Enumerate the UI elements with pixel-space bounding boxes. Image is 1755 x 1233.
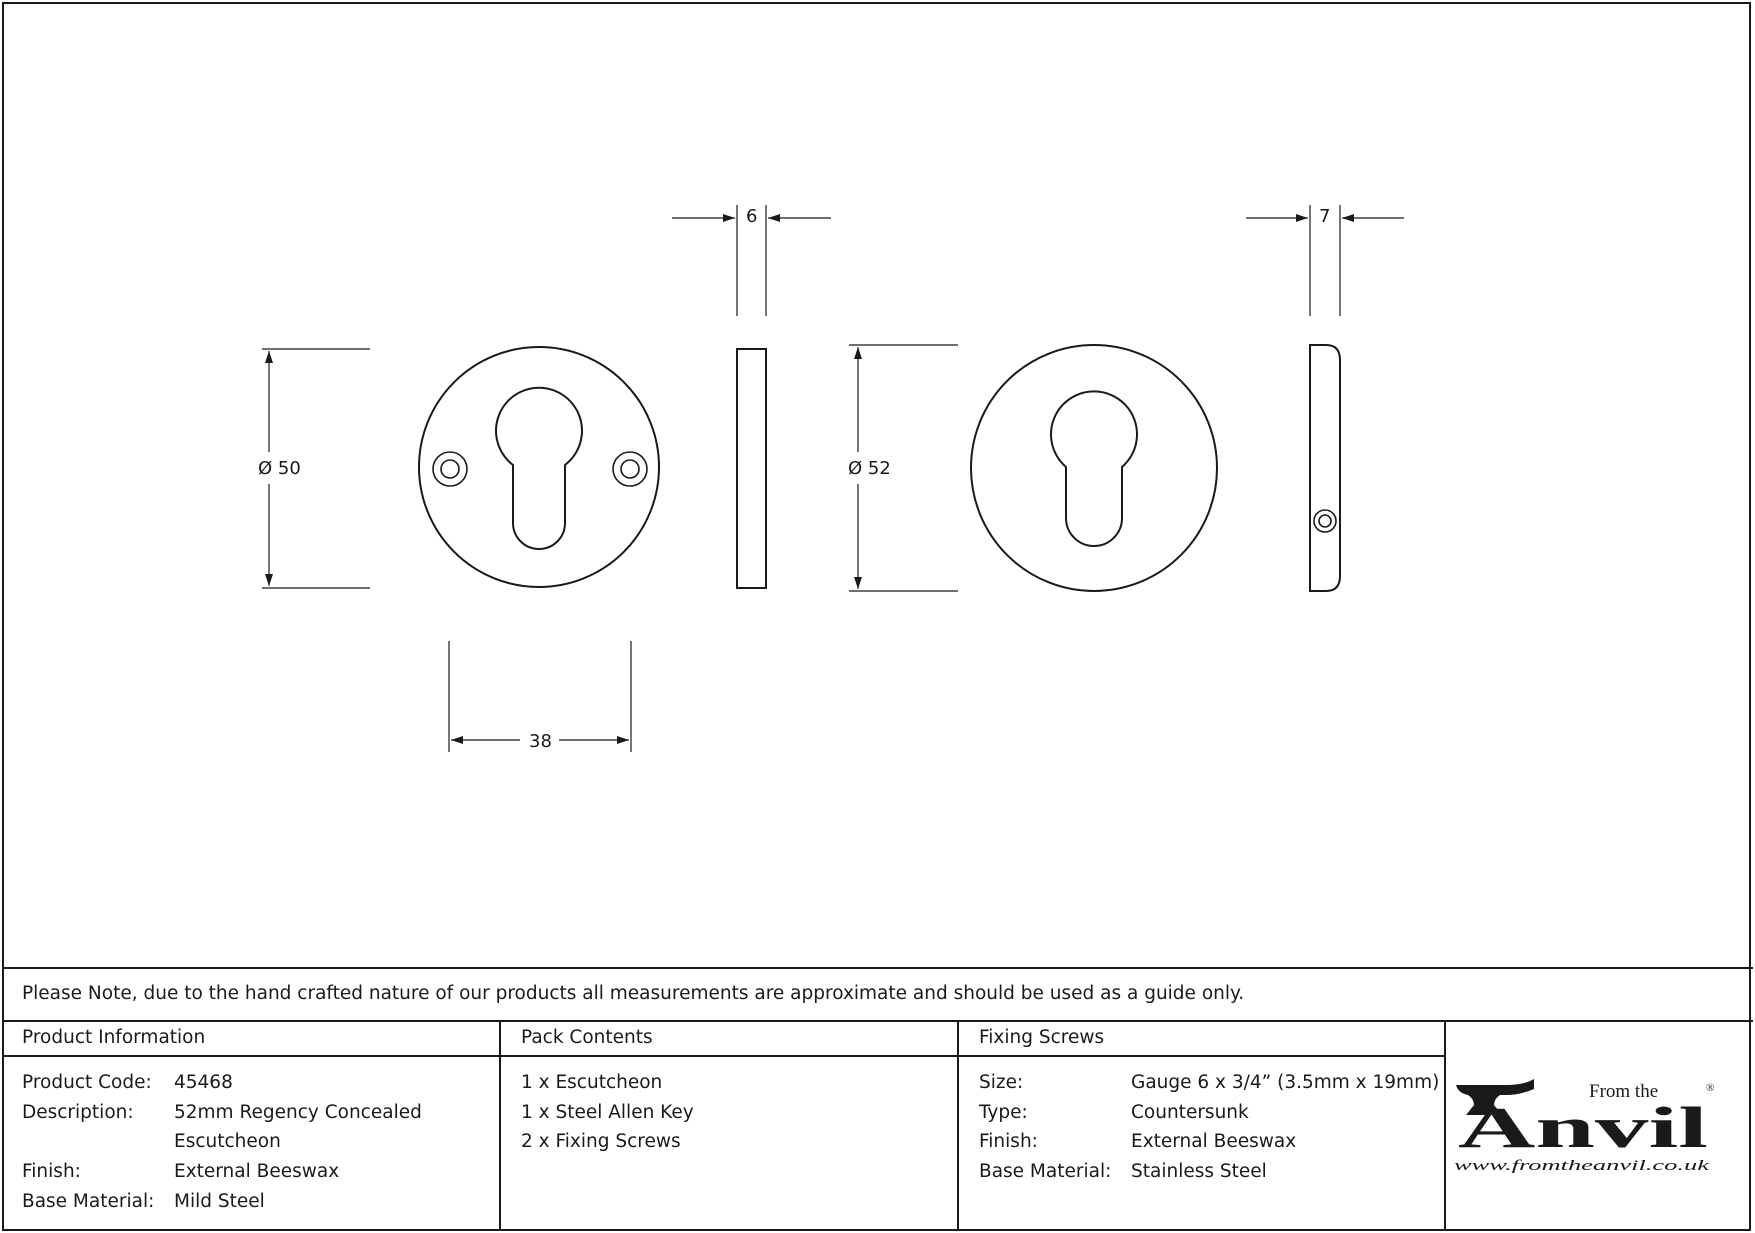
- logo-url: www.fromtheanvil.co.uk: [1454, 1158, 1710, 1174]
- rose-a-side-view: [737, 349, 766, 588]
- screw-size-value: Gauge 6 x 3/4” (3.5mm x 19mm): [1131, 1072, 1440, 1093]
- approximate-measurements-note: Please Note, due to the hand crafted nature of our products all measurements are approximate and should be used as a guide only.: [22, 983, 1245, 1004]
- logo-from-the: From the: [1589, 1081, 1659, 1102]
- description-value: 52mm Regency Concealed: [174, 1102, 422, 1123]
- list-item: 1 x Escutcheon: [521, 1072, 663, 1093]
- screw-material-label: Base Material:: [979, 1161, 1112, 1182]
- list-item: 2 x Fixing Screws: [521, 1131, 681, 1152]
- rose-b-front-view: [971, 345, 1217, 591]
- logo-registered: ®: [1706, 1082, 1715, 1094]
- product-code-label: Product Code:: [22, 1072, 152, 1093]
- pack-contents-heading: Pack Contents: [521, 1027, 653, 1048]
- product-code-value: 45468: [174, 1072, 233, 1093]
- finish-label: Finish:: [22, 1161, 81, 1182]
- description-label: Description:: [22, 1102, 134, 1123]
- screw-finish-label: Finish:: [979, 1131, 1038, 1152]
- divider-3: [1444, 1020, 1446, 1231]
- grub-screw-hole: [1314, 510, 1336, 532]
- dim-fixing-centres-label: 38: [529, 731, 552, 752]
- screw-type-value: Countersunk: [1131, 1102, 1249, 1123]
- rose-a-screw-hole-right: [613, 452, 647, 486]
- description-value-line-2: Escutcheon: [174, 1131, 281, 1152]
- finish-value: External Beeswax: [174, 1161, 340, 1182]
- rose-a-keyhole: [496, 388, 582, 549]
- dim-rose-b-depth-label: 7: [1319, 206, 1331, 227]
- screw-finish-value: External Beeswax: [1131, 1131, 1297, 1152]
- info-block-top-rule: [2, 967, 1753, 969]
- screw-material-value: Stainless Steel: [1131, 1161, 1267, 1182]
- fixing-screws-heading: Fixing Screws: [979, 1027, 1105, 1048]
- rose-b-side-view: [1310, 345, 1340, 591]
- rose-a-front-view: [419, 347, 659, 587]
- screw-size-label: Size:: [979, 1072, 1024, 1093]
- divider-2: [957, 1020, 959, 1231]
- product-info-heading: Product Information: [22, 1027, 206, 1048]
- heading-bottom-rule: [2, 1055, 1446, 1057]
- dim-rose-b-diameter-label: Ø 52: [848, 458, 891, 479]
- rose-b-keyhole: [1051, 391, 1137, 546]
- rose-a-screw-hole-left: [433, 452, 467, 486]
- list-item: 1 x Steel Allen Key: [521, 1102, 694, 1123]
- note-bottom-rule: [2, 1020, 1753, 1022]
- base-material-label: Base Material:: [22, 1191, 155, 1212]
- base-material-value: Mild Steel: [174, 1191, 265, 1212]
- dim-rose-a-depth-label: 6: [746, 206, 758, 227]
- from-the-anvil-logo: [1448, 1075, 1718, 1175]
- logo-brand: Anvil: [1458, 1095, 1708, 1160]
- dim-rose-a-diameter-label: Ø 50: [258, 458, 301, 479]
- screw-type-label: Type:: [979, 1102, 1028, 1123]
- divider-1: [499, 1020, 501, 1231]
